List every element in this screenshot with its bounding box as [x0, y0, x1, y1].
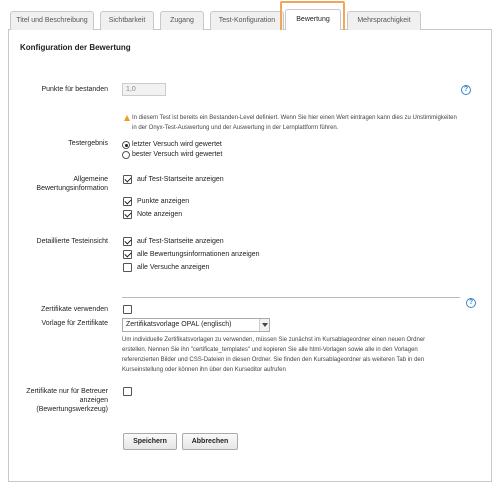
- general-info-label: Allgemeine Bewertungsinformation: [36, 176, 108, 192]
- checkbox-all-attempts-label: alle Versuche anzeigen: [137, 264, 210, 271]
- certificate-template-value: Zertifikatsvorlage OPAL (englisch): [126, 321, 232, 328]
- certificate-info-line: referenzierten Bilder und CSS-Dateien in diesen Ordner. Sie finden den Kursablageordner als weiteren Tab in den: [122, 357, 425, 363]
- tutors-only-label: [20, 387, 108, 414]
- checkbox-all-assessment-info-label: alle Bewertungsinformationen anzeigen: [137, 251, 260, 258]
- chevron-down-icon: [259, 319, 269, 331]
- tutors-only-label-line: (Bewertungswerkzeug): [36, 406, 108, 413]
- section-divider: [122, 297, 460, 298]
- cancel-button[interactable]: Abbrechen: [182, 433, 238, 450]
- certificate-info-line: erstellen. Nennen Sie ihn "certificate_templates" und kopieren Sie alle html-Vorlagen sowie alle in den Vorlagen: [122, 347, 418, 353]
- tab-test-konfiguration[interactable]: Test-Konfiguration: [210, 11, 284, 30]
- checkbox-show-points-label: Punkte anzeigen: [137, 198, 190, 205]
- checkbox-show-points[interactable]: [123, 197, 132, 206]
- checkbox-use-certificates[interactable]: [123, 305, 132, 314]
- passing-points-input[interactable]: [122, 83, 166, 96]
- tab-bewertung[interactable]: Bewertung: [285, 9, 341, 31]
- certificate-info-text: [122, 335, 462, 375]
- test-result-label: Testergebnis: [68, 140, 108, 147]
- use-certificates-label: Zertifikate verwenden: [41, 306, 108, 313]
- radio-best-attempt[interactable]: [122, 151, 130, 159]
- tab-zugang[interactable]: Zugang: [160, 11, 204, 30]
- tab-titel-und-beschreibung[interactable]: Titel und Beschreibung: [10, 11, 94, 30]
- help-icon[interactable]: ?: [466, 298, 476, 308]
- certificate-template-label: Vorlage für Zertifikate: [41, 320, 108, 327]
- certificate-info-line: Kurseinstellung oder können ihn über den Kurseditor aufrufen: [122, 367, 286, 373]
- checkbox-show-grade[interactable]: [123, 210, 132, 219]
- checkbox-show-grade-label: Note anzeigen: [137, 211, 183, 218]
- warning-icon: [124, 115, 130, 121]
- checkbox-tutors-only[interactable]: [123, 387, 132, 396]
- passing-warning-text: In diesem Test ist bereits ein Bestanden-Level definiert. Wenn Sie hier einen Wert eintragen kann dies zu Unstimmigkeiten in der Onyx-Test-Auswertung und der Auswertung in der Lernplattform führen.: [132, 115, 457, 131]
- checkbox-all-attempts[interactable]: [123, 263, 132, 272]
- checkbox-general-start-page[interactable]: [123, 175, 132, 184]
- tutors-only-label-line: anzeigen: [79, 397, 108, 404]
- tab-mehrsprachigkeit[interactable]: Mehrsprachigkeit: [347, 11, 421, 30]
- section-title: Konfiguration der Bewertung: [20, 43, 131, 52]
- radio-best-attempt-label: bester Versuch wird gewertet: [132, 151, 223, 158]
- detail-view-label: Detaillierte Testeinsicht: [36, 238, 108, 245]
- checkbox-detail-start-page-label: auf Test-Startseite anzeigen: [137, 238, 224, 245]
- save-button[interactable]: Speichern: [123, 433, 177, 450]
- checkbox-detail-start-page[interactable]: [123, 237, 132, 246]
- tab-bar: [8, 8, 492, 30]
- tutors-only-label-line: Zertifikate nur für Betreuer: [26, 388, 108, 395]
- help-icon[interactable]: ?: [461, 85, 471, 95]
- passing-points-label: Punkte für bestanden: [41, 86, 108, 93]
- checkbox-general-start-page-label: auf Test-Startseite anzeigen: [137, 176, 224, 183]
- radio-last-attempt-label: letzter Versuch wird gewertet: [132, 141, 222, 148]
- tab-sichtbarkeit[interactable]: Sichtbarkeit: [100, 11, 154, 30]
- certificate-info-line: Um individuelle Zertifikatsvorlagen zu verwenden, müssen Sie zunächst im Kursablageordner einen neuen Ordner: [122, 337, 426, 343]
- radio-last-attempt[interactable]: [122, 141, 130, 149]
- checkbox-all-assessment-info[interactable]: [123, 250, 132, 259]
- certificate-template-select[interactable]: [122, 318, 270, 332]
